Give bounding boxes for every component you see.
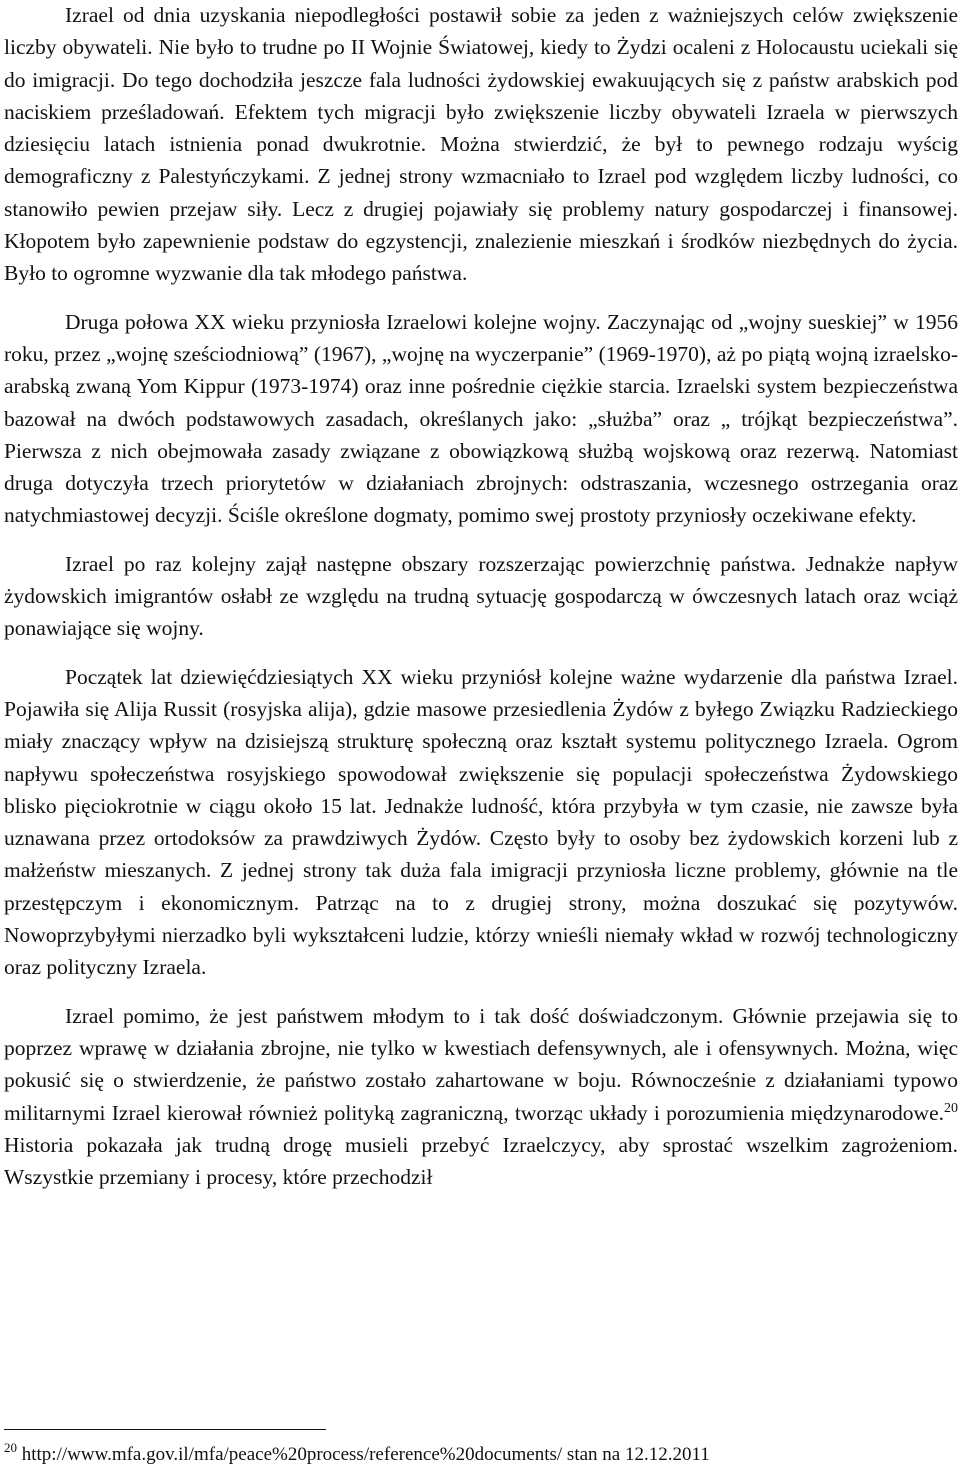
footnote-reference: 20 [944,1100,958,1116]
paragraph-demography: Izrael od dnia uzyskania niepodległości postawił sobie za jeden z ważniejszych celów zwiększenie liczby obywateli. Nie było to trudne po II Wojnie Światowej, kiedy to Żydzi ocaleni z Holocaustu uciekali się do imigracji. Do tego dochodziła jeszcze fala ludności żydowskiej ewakuujących się z państw arabskich pod naciskiem prześladowań. Efektem tych migracji było zwiększenie liczby obywateli Izraela w pierwszych dziesięciu latach istnienia ponad dwukrotnie. Można stwierdzić, że był to pewnego rodzaju wyścig demograficzny z Palestyńczykami. Z jednej strony wzmacniało to Izrael pod względem liczby ludności, co stanowiło pewien przejaw siły. Lecz z drugiej pojawiały się problemy natury gospodarczej i finansowej. Kłopotem było zapewnienie podstaw do egzystencji, znalezienie mieszkań i środków niezbędnych do życia. Było to ogromne wyzwanie dla tak młodego państwa. [4,3,958,286]
document-body [4,0,958,1193]
footnote-separator [4,1429,326,1430]
paragraph-wars: Druga połowa XX wieku przyniosła Izraelowi kolejne wojny. Zaczynając od „wojny sueskiej” w 1956 roku, przez „wojnę sześciodniową” (1967), „wojnę na wyczerpanie” (1969-1970), aż po piątą wojną izraelsko-arabską zwaną Yom Kippur (1973-1974) oraz inne pośrednie ciężkie starcia. Izraelski system bezpieczeństwa bazował na dwóch podstawowych zasadach, określanych jako: „służba” oraz „ trójkąt bezpieczeństwa”. Pierwsza z nich obejmowała zasady związane z obowiązkową służbą wojskową oraz rezerwą. Natomiast druga dotyczyła trzech priorytetów w działaniach zbrojnych: odstraszania, wczesnego ostrzegania oraz natychmiastowej decyzji. Ściśle określone dogmaty, pomimo swej prostoty przyniosły oczekiwane efekty. [4,309,958,528]
paragraph-experience-text-before: Izrael pomimo, że jest państwem młodym to i tak dość doświadczonym. Głównie przejawia się to poprzez wprawę w działania zbrojne, nie tylko w kwestiach defensywnych, ale i ofensywnych. Można, więc pokusić się o stwierdzenie, że państwo zostało zahartowane w boju. Równocześnie z działaniami typowo militarnymi Izrael kierował również polityką zagraniczną, tworząc układy i porozumienia międzynarodowe. [4,1003,958,1125]
footnote-number: 20 [4,1440,17,1455]
footnote [4,1440,954,1470]
footnote-text: http://www.mfa.gov.il/mfa/peace%20process/reference%20documents/ stan na 12.12.2011 [17,1444,710,1465]
paragraph-experience [4,1000,958,1194]
paragraph-aliyah: Początek lat dziewięćdziesiątych XX wieku przyniósł kolejne ważne wydarzenie dla państwa Izrael. Pojawiła się Alija Russit (rosyjska alija), gdzie masowe przesiedlenia Żydów z byłego Związku Radzieckiego miały znaczący wpływ na dzisiejszą strukturę społeczną oraz kształt systemu politycznego Izraela. Ogrom napływu społeczeństwa rosyjskiego spowodował zwiększenie się populacji społeczeństwa Żydowskiego blisko pięciokrotnie w ciągu około 15 lat. Jednakże ludność, która przybyła w tym czasie, nie zawsze była uznawana przez ortodoksów za prawdziwych Żydów. Często były to osoby bez żydowskich korzeni lub z małżeństw mieszanych. Z jednej strony tak duża fala imigracji przyniosła liczne problemy, głównie na tle przestępczym i ekonomicznym. Patrząc na to z drugiej strony, można doszukać się pozytywów. Nowoprzybyłymi nierzadko byli wykształceni ludzie, którzy wnieśli niemały wkład w rozwój technologiczny oraz polityczny Izraela. [4,664,958,980]
paragraph-territory: Izrael po raz kolejny zajął następne obszary rozszerzając powierzchnię państwa. Jednakże napływ żydowskich imigrantów osłabł ze względu na trudną sytuację gospodarczą w ówczesnych latach oraz wciąż ponawiające się wojny. [4,551,958,641]
paragraph-experience-text-after: Historia pokazała jak trudną drogę musieli przebyć Izraelczycy, aby sprostać wszelkim zagrożeniom. Wszystkie przemiany i procesy, które przechodził [4,1132,958,1190]
